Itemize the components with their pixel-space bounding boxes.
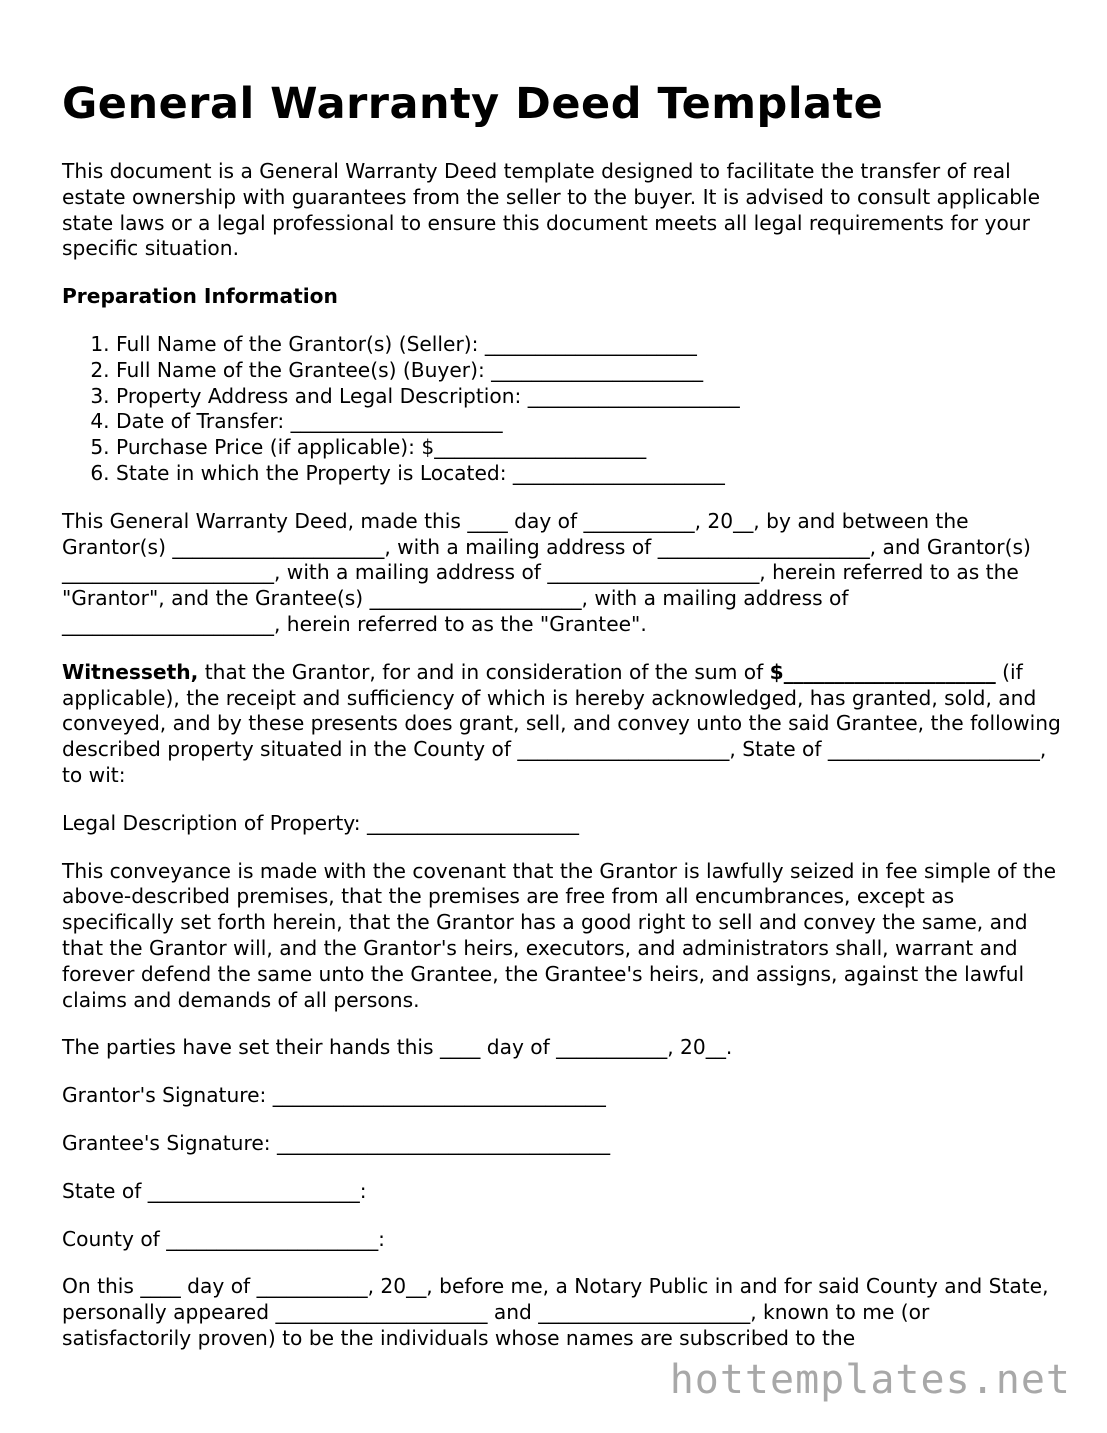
preparation-list (62, 332, 1062, 487)
witnesseth-text-2: (if applicable), the receipt and sufficiency of which is hereby acknowledged, has granted, sold, and conveyed, and by these presents does grant, sell, and convey unto the said Grantee, the following described property situated in the County of _____________________, State of _____________________, to wit: (62, 659, 1061, 787)
document-title: General Warranty Deed Template (62, 79, 884, 129)
preparation-heading: Preparation Information (62, 284, 338, 309)
list-item: 1. Full Name of the Grantor(s) (Seller): _____________________ (116, 332, 1062, 358)
list-item: 3. Property Address and Legal Description: _____________________ (116, 384, 1062, 410)
witnesseth-text-1: that the Grantor, for and in consideration of the sum of (198, 659, 770, 684)
grantee-signature-line: Grantee's Signature: _________________________________ (62, 1130, 611, 1155)
witnesseth-paragraph (62, 660, 1062, 789)
consideration-amount-blank: $_____________________ (769, 659, 996, 684)
grantor-signature-line: Grantor's Signature: _________________________________ (62, 1083, 606, 1108)
notary-paragraph: On this ____ day of ___________, 20__, before me, a Notary Public in and for said County and State, personally appeared _____________________ and _____________________, known to me (or satisfactorily proven) to be the individuals whose names are subscribed to the (62, 1274, 1049, 1350)
covenant-paragraph: This conveyance is made with the covenant that the Grantor is lawfully seized in fee simple of the above-described premises, that the premises are free from all encumbrances, except as specifically set forth herein, that the Grantor has a good right to sell and convey the same, and that the Grantor will, and the Grantor's heirs, executors, and administrators shall, warrant and forever defend the same unto the Grantee, the Grantee's heirs, and assigns, against the lawful claims and demands of all persons. (62, 858, 1057, 1012)
county-of-line: County of _____________________: (62, 1226, 385, 1251)
list-item: 2. Full Name of the Grantee(s) (Buyer): _____________________ (116, 358, 1062, 384)
state-of-line: State of _____________________: (62, 1178, 367, 1203)
witnesseth-lead: Witnesseth, (62, 659, 199, 684)
list-item: 4. Date of Transfer: _____________________ (116, 409, 1062, 435)
intro-paragraph: This document is a General Warranty Deed template designed to facilitate the transfer of real estate ownership with guarantees from the seller to the buyer. It is advised to consult applicable state laws or a legal professional to ensure this document meets all legal requirements for your specific situation. (62, 159, 1041, 261)
watermark: hottemplates.net (669, 1357, 1071, 1403)
hands-line: The parties have set their hands this ____ day of ___________, 20__. (62, 1035, 733, 1060)
legal-description-line: Legal Description of Property: _____________________ (62, 810, 579, 835)
document-page (62, 76, 1062, 1352)
list-item: 6. State in which the Property is Located: _____________________ (116, 461, 1062, 487)
deed-paragraph: This General Warranty Deed, made this ____ day of ___________, 20__, by and between the Grantor(s) _____________________, with a mailing address of _____________________, and Grantor(s) _____________________, with a mailing address of _____________________, herein referred to as the "Grantor", and the Grantee(s) _____________________, with a mailing address of _____________________, herein referred to as the "Grantee". (62, 508, 1031, 636)
list-item: 5. Purchase Price (if applicable): $_____________________ (116, 435, 1062, 461)
